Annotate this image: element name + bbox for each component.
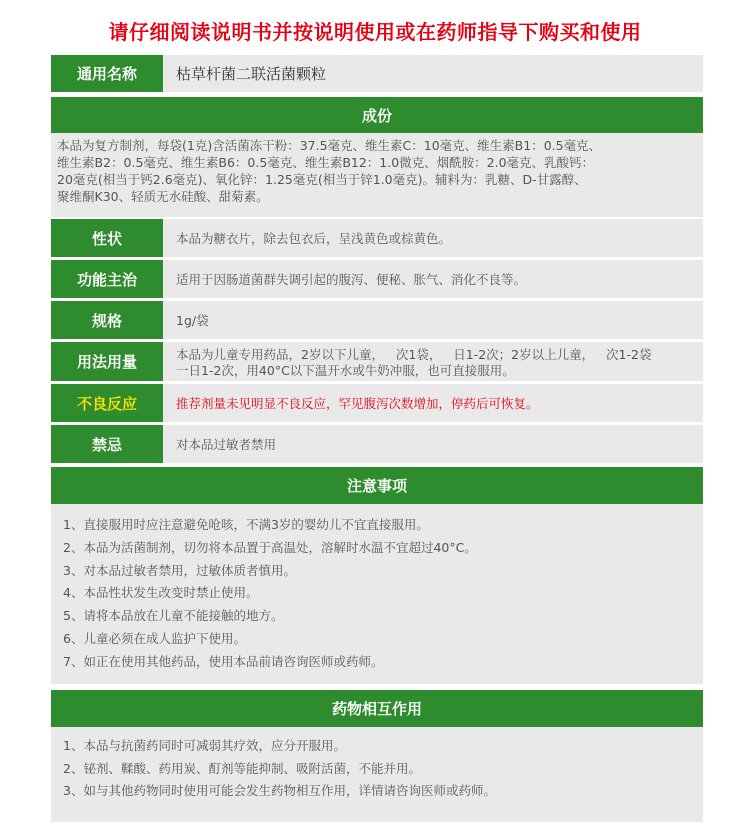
- precaution-item: 2、本品为活菌制剂，切勿将本品置于高温处，溶解时水温不宜超过40°C。: [63, 540, 477, 555]
- interactions-header: 药物相互作用: [51, 690, 703, 727]
- specification-label: 规格: [51, 301, 163, 339]
- dosage-line: 一日1-2次，用40°C以下温开水或牛奶冲服，也可直接服用。: [176, 363, 515, 378]
- interaction-item: 3、如与其他药物同时使用可能会发生药物相互作用，详情请咨询医师或药师。: [63, 783, 496, 798]
- properties-label: 性状: [51, 219, 163, 257]
- interaction-item: 1、本品与抗菌药同时可减弱其疗效，应分开服用。: [63, 738, 346, 753]
- ingredients-line: 20毫克(相当于钙2.6毫克)、氧化锌：1.25毫克(相当于锌1.0毫克)。辅料为：乳糖、D-甘露醇、: [57, 172, 587, 187]
- contraindications-label: 禁忌: [51, 425, 163, 463]
- properties-value: 本品为糖衣片，除去包衣后，呈浅黄色或棕黄色。: [166, 219, 703, 257]
- precaution-item: 4、本品性状发生改变时禁止使用。: [63, 585, 259, 600]
- adverse-row: [51, 384, 703, 422]
- dosage-line: 本品为儿童专用药品，2岁以下儿童， 次1袋， 日1-2次；2岁以上儿童， 次1-2袋: [176, 347, 652, 362]
- contraindications-row: [51, 425, 703, 463]
- precaution-item: 6、儿童必须在成人监护下使用。: [63, 631, 246, 646]
- indications-row: [51, 260, 703, 298]
- properties-row: [51, 219, 703, 257]
- adverse-value: 推荐剂量未见明显不良反应，罕见腹泻次数增加，停药后可恢复。: [166, 384, 703, 422]
- specification-row: [51, 301, 703, 339]
- usage-warning: 请仔细阅读说明书并按说明使用或在药师指导下购买和使用: [108, 20, 642, 44]
- ingredients-header: 成份: [51, 97, 703, 133]
- indications-label: 功能主治: [51, 260, 163, 298]
- dosage-row: [51, 342, 703, 381]
- dosage-label: 用法用量: [51, 342, 163, 381]
- indications-value: 适用于因肠道菌群失调引起的腹泻、便秘、胀气、消化不良等。: [166, 260, 703, 298]
- precautions-list: [51, 504, 703, 684]
- dosage-value: [166, 342, 703, 381]
- precaution-item: 1、直接服用时应注意避免呛咳，不满3岁的婴幼儿不宜直接服用。: [63, 517, 429, 532]
- generic-name-row: [51, 55, 703, 92]
- generic-name-label: 通用名称: [51, 55, 163, 92]
- interaction-item: 2、铋剂、鞣酸、药用炭、酊剂等能抑制、吸附活菌，不能并用。: [63, 761, 421, 776]
- interactions-list: [51, 727, 703, 822]
- adverse-label: 不良反应: [51, 384, 163, 422]
- ingredients-text: [51, 133, 703, 217]
- ingredients-line: 聚维酮K30、轻质无水硅酸、甜菊素。: [57, 189, 269, 204]
- ingredients-line: 本品为复方制剂，每袋(1克)含活菌冻干粉：37.5毫克、维生素C：10毫克、维生素B1：0.5毫克、: [57, 138, 602, 153]
- precaution-item: 7、如正在使用其他药品，使用本品前请咨询医师或药师。: [63, 654, 384, 669]
- precautions-header: 注意事项: [51, 467, 703, 504]
- contraindications-value: 对本品过敏者禁用: [166, 425, 703, 463]
- generic-name-value: 枯草杆菌二联活菌颗粒: [166, 55, 703, 92]
- ingredients-line: 维生素B2：0.5毫克、维生素B6：0.5毫克、维生素B12：1.0微克、烟酰胺：2.0毫克、乳酸钙：: [57, 155, 595, 170]
- precaution-item: 5、请将本品放在儿童不能接触的地方。: [63, 608, 284, 623]
- specification-value: 1g/袋: [166, 301, 703, 339]
- precaution-item: 3、对本品过敏者禁用，过敏体质者慎用。: [63, 563, 296, 578]
